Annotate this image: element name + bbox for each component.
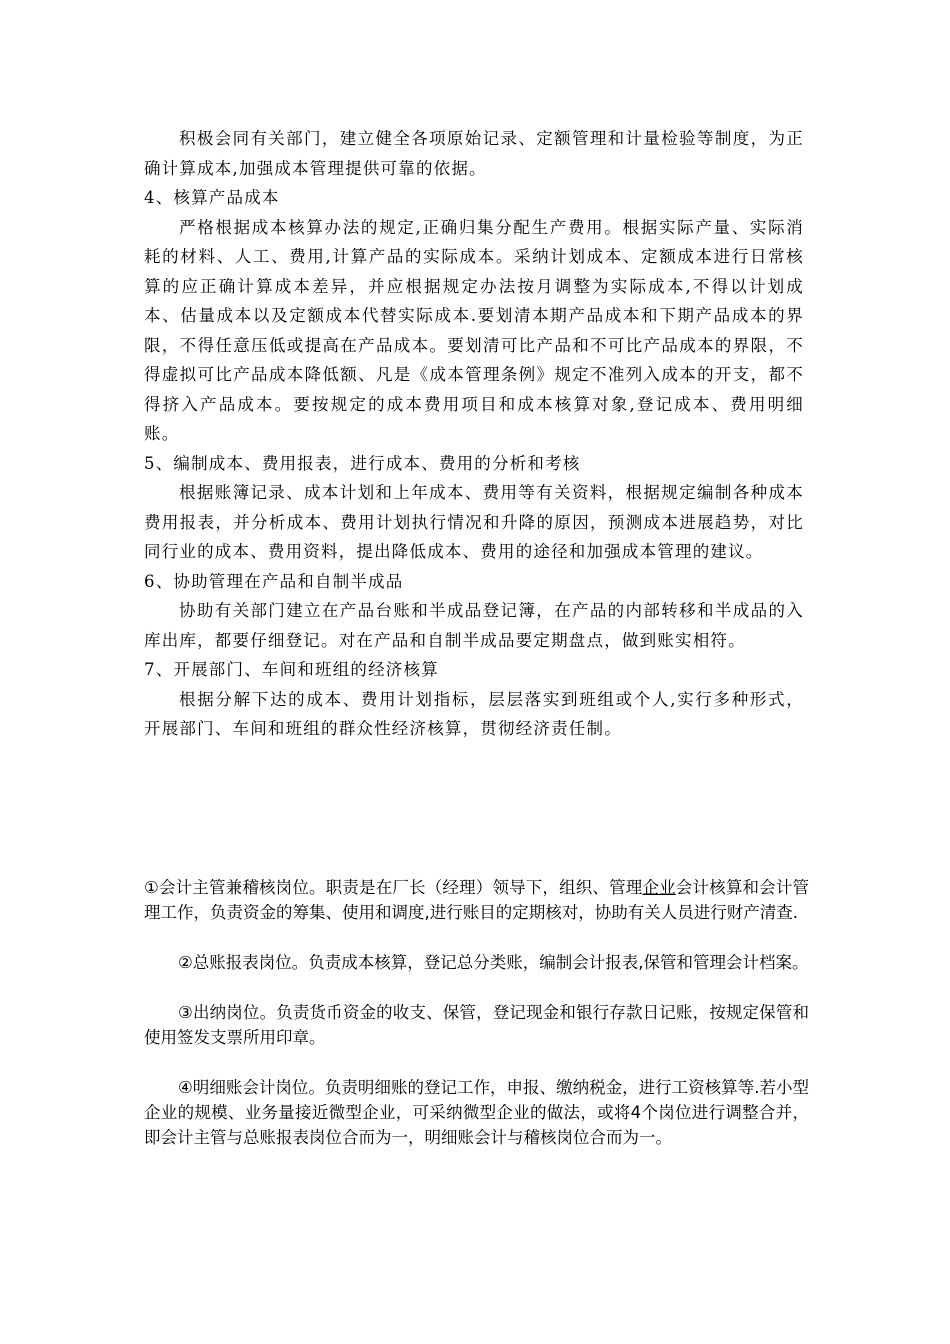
position-item-3: ③出纳岗位。负责货币资金的收支、保管，登记现金和银行存款日记账，按规定保管和使用签发支票所用印章。 — [144, 1003, 809, 1047]
paragraph-5: 根据账簿记录、成本计划和上年成本、费用等有关资料，根据规定编制各种成本费用报表，并分析成本、费用计划执行情况和升降的原因，预测成本进展趋势，对比同行业的成本、费用资料，提出降低成本、费用的途径和加强成本管理的建议。 — [144, 483, 804, 561]
position-item-4: ④明细账会计岗位。负责明细账的登记工作，申报、缴纳税金，进行工资核算等.若小型企业的规模、业务量接近微型企业，可采纳微型企业的做法，或将4个岗位进行调整合并，即会计主管与总账报表岗位合而为一，明细账会计与稽核岗位合而为一。 — [144, 1078, 809, 1147]
position-item-1-text-b: 会计核算和会计管理工作，负责资金的筹集、使用和调度,进行账目的定期核对，协助有关人员进行财产清查. — [144, 878, 809, 922]
paragraph-4: 严格根据成本核算办法的规定,正确归集分配生产费用。根据实际产量、实际消耗的材料、人工、费用,计算产品的实际成本。采纳计划成本、定额成本进行日常核算的应正确计算成本差异，并应根据规定办法按月调整为实际成本,不得以计划成本、估量成本以及定额成本代替实际成本.要划清本期产品成本和下期产品成本的界限，不得任意压低或提高在产品成本。要划清可比产品和不可比产品成本的界限，不得虚拟可比产品成本降低额、凡是《成本管理条例》规定不准列入成本的开支，都不得挤入产品成本。要按规定的成本费用项目和成本核算对象,登记成本、费用明细账。 — [144, 217, 804, 443]
position-item-1 — [144, 875, 809, 925]
heading-5: 5、编制成本、费用报表，进行成本、费用的分析和考核 — [144, 453, 581, 473]
position-item-2: ②总账报表岗位。负责成本核算，登记总分类账，编制会计报表,保管和管理会计档案。 — [178, 953, 809, 972]
paragraph-7: 根据分解下达的成本、费用计划指标，层层落实到班组或个人,实行多种形式，开展部门、车间和班组的群众性经济核算，贯彻经济责任制。 — [144, 689, 804, 738]
heading-4: 4、核算产品成本 — [144, 188, 280, 207]
intro-paragraph: 积极会同有关部门，建立健全各项原始记录、定额管理和计量检验等制度，为正确计算成本,加强成本管理提供可靠的依据。 — [144, 129, 804, 178]
position-item-1-text-a: ①会计主管兼稽核岗位。职责是在厂长（经理）领导下，组织、管理 — [144, 878, 643, 897]
paragraph-6: 协助有关部门建立在产品台账和半成品登记簿，在产品的内部转移和半成品的入库出库，都要仔细登记。对在产品和自制半成品要定期盘点，做到账实相符。 — [144, 601, 804, 650]
heading-6: 6、协助管理在产品和自制半成品 — [144, 571, 404, 591]
heading-7: 7、开展部门、车间和班组的经济核算 — [144, 660, 439, 679]
cost-accounting-section — [144, 124, 804, 744]
accounting-positions-section — [144, 875, 809, 1175]
enterprise-link[interactable]: 企业 — [642, 878, 676, 897]
